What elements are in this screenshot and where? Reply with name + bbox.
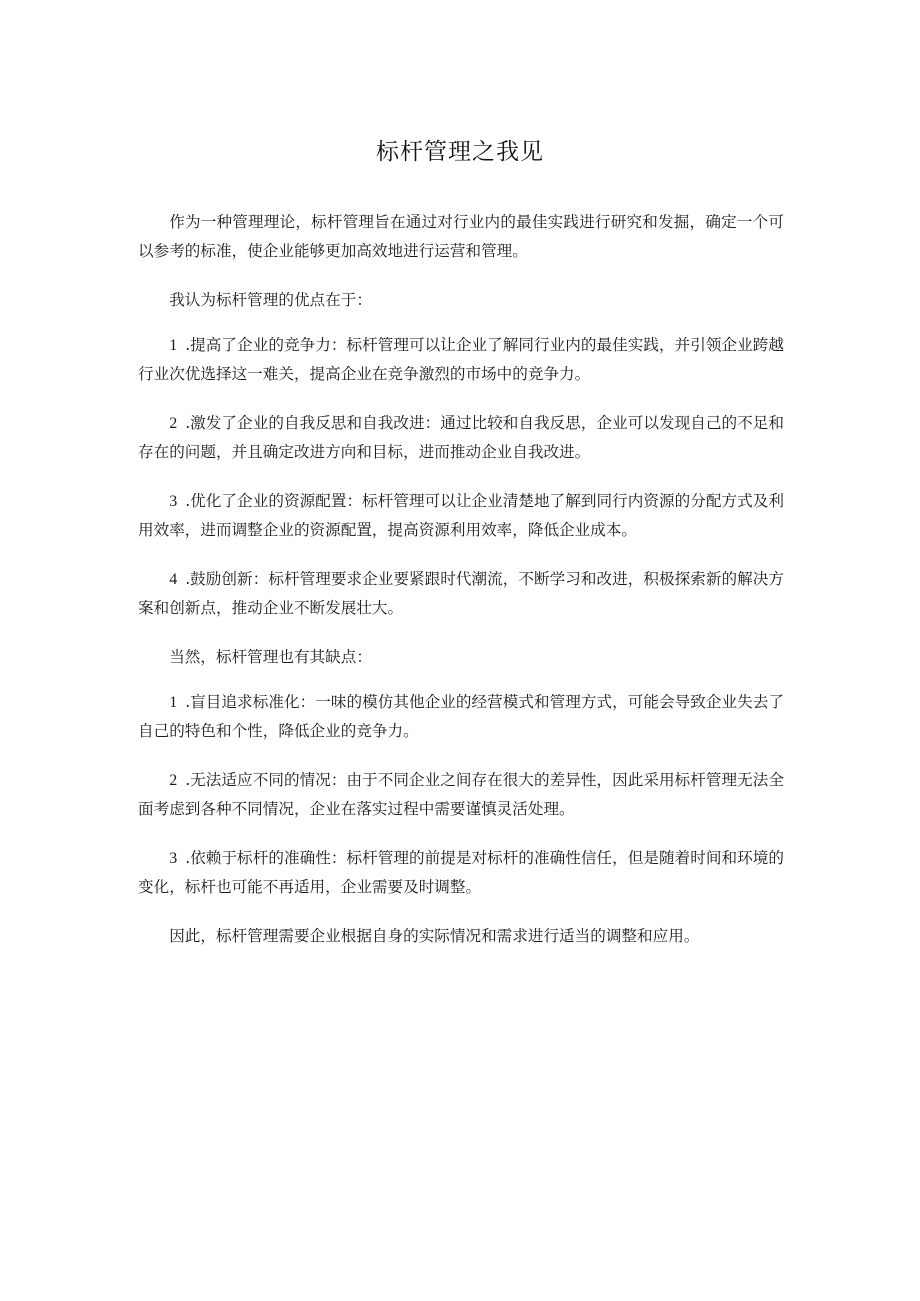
advantage-item-1 [138,331,784,389]
document-body [138,208,784,967]
item-text: .提高了企业的竞争力：标杆管理可以让企业了解同行业内的最佳实践，并引领企业跨越行业次优选择这一难关，提高企业在竞争激烈的市场中的竞争力。 [138,336,784,383]
item-text: .依赖于标杆的准确性：标杆管理的前提是对标杆的准确性信任，但是随着时间和环境的变化，标杆也可能不再适用，企业需要及时调整。 [138,849,784,896]
item-text: .鼓励创新：标杆管理要求企业要紧跟时代潮流，不断学习和改进，积极探索新的解决方案和创新点，推动企业不断发展壮大。 [138,570,784,617]
item-number: 4 [169,571,178,588]
item-number: 2 [169,415,178,432]
advantages-heading: 我认为标杆管理的优点在于： [169,291,372,309]
disadvantage-item-2 [138,766,784,824]
intro-paragraph: 作为一种管理理论，标杆管理旨在通过对行业内的最佳实践进行研究和发掘，确定一个可以参考的标准，使企业能够更加高效地进行运营和管理。 [138,213,784,260]
item-text: .无法适应不同的情况：由于不同企业之间存在很大的差异性，因此采用标杆管理无法全面考虑到各种不同情况，企业在落实过程中需要谨慎灵活处理。 [138,771,784,818]
item-text: .激发了企业的自我反思和自我改进：通过比较和自我反思，企业可以发现自己的不足和存在的问题，并且确定改进方向和目标，进而推动企业自我改进。 [138,414,784,461]
conclusion-paragraph: 因此，标杆管理需要企业根据自身的实际情况和需求进行适当的调整和应用。 [169,927,700,945]
advantage-item-2 [138,409,784,467]
item-text: .盲目追求标准化：一味的模仿其他企业的经营模式和管理方式，可能会导致企业失去了自己的特色和个性，降低企业的竞争力。 [138,693,784,740]
disadvantage-item-3 [138,844,784,902]
advantage-item-4 [138,565,784,623]
disadvantage-item-1 [138,688,784,746]
item-number: 3 [169,850,178,867]
item-text: .优化了企业的资源配置：标杆管理可以让企业清楚地了解到同行内资源的分配方式及利用效率，进而调整企业的资源配置，提高资源利用效率，降低企业成本。 [138,492,784,539]
disadvantages-heading: 当然，标杆管理也有其缺点： [169,648,372,666]
item-number: 3 [169,493,178,510]
item-number: 2 [169,772,178,789]
advantage-item-3 [138,487,784,545]
item-number: 1 [169,337,178,354]
item-number: 1 [169,694,178,711]
page-title: 标杆管理之我见 [376,139,544,165]
